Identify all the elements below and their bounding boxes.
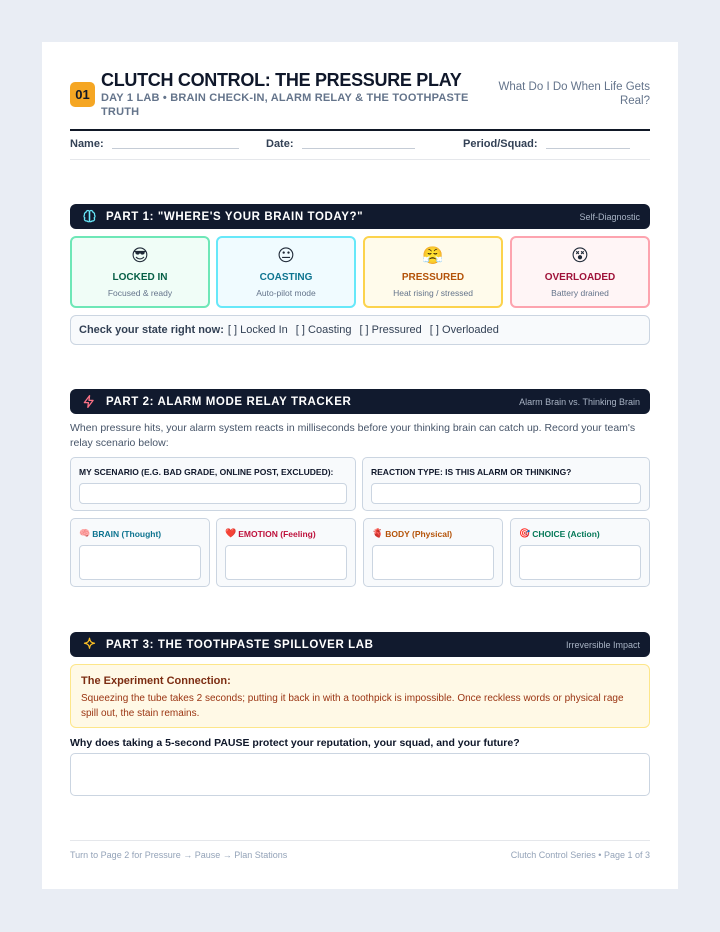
- lightning-icon: [81, 394, 97, 410]
- experiment-connection-callout: [70, 664, 650, 728]
- page-subtitle: DAY 1 LAB • BRAIN CHECK-IN, ALARM RELAY & THE TOOTHPASTE TRUTH: [101, 92, 469, 118]
- reflection-question: Why does taking a 5-second PAUSE protect your reputation, your squad, and your future?: [70, 737, 520, 749]
- mood-description: Focused & ready: [107, 288, 173, 298]
- body-input[interactable]: [372, 545, 494, 580]
- part3-header: [70, 632, 650, 657]
- page-title: CLUTCH CONTROL: THE PRESSURE PLAY: [101, 70, 462, 90]
- mood-name: OVERLOADED: [544, 272, 616, 283]
- emotion-label: EMOTION (Feeling): [238, 528, 316, 539]
- part3-title: PART 3: THE TOOTHPASTE SPILLOVER LAB: [106, 638, 374, 651]
- anatomical-heart-icon: 🫀: [372, 528, 384, 538]
- checkbox-overloaded[interactable]: [ ] Overloaded: [429, 324, 499, 336]
- choice-label: CHOICE (Action): [532, 528, 600, 539]
- mood-name: LOCKED IN: [112, 272, 168, 283]
- body-label: BODY (Physical): [385, 528, 453, 539]
- mood-card-overloaded[interactable]: [510, 236, 650, 308]
- part1-tag: Self-Diagnostic: [579, 211, 640, 222]
- part2-instructions: When pressure hits, your alarm system reacts in milliseconds before your thinking brain can catch up. Record your team's relay scenario below:: [70, 422, 636, 449]
- name-field[interactable]: [70, 138, 239, 150]
- student-info-row: [70, 138, 650, 158]
- footer-divider: [70, 840, 650, 841]
- steam-face-icon: 😤: [422, 246, 444, 265]
- lesson-number-badge: 01: [70, 82, 95, 107]
- checkbox-coasting[interactable]: [ ] Coasting: [295, 324, 352, 336]
- target-icon: 🎯: [519, 528, 531, 538]
- checkbox-locked-in[interactable]: [ ] Locked In: [227, 324, 288, 336]
- period-label: Period/Squad:: [463, 138, 538, 150]
- date-label: Date:: [266, 138, 294, 150]
- scenario-input[interactable]: [79, 483, 347, 504]
- callout-title: The Experiment Connection:: [81, 675, 231, 687]
- part2-tag: Alarm Brain vs. Thinking Brain: [519, 396, 640, 407]
- date-line[interactable]: [302, 148, 415, 149]
- mood-description: Heat rising / stressed: [393, 288, 473, 298]
- footer-next-page: Turn to Page 2 for Pressure → Pause → Plan Stations: [70, 850, 288, 860]
- choice-box-header: [519, 528, 600, 539]
- period-field[interactable]: [463, 138, 630, 150]
- mood-card-pressured[interactable]: [363, 236, 503, 308]
- brain-outline-icon: [81, 209, 97, 225]
- mood-card-locked-in[interactable]: [70, 236, 210, 308]
- part2-header: [70, 389, 650, 414]
- tagline: What Do I Do When Life Gets Real?: [498, 81, 650, 107]
- scenario-label: MY SCENARIO (E.G. BAD GRADE, ONLINE POST, EXCLUDED):: [79, 467, 334, 477]
- checkbox-pressured[interactable]: [ ] Pressured: [359, 324, 422, 336]
- neutral-face-icon: 😐: [277, 246, 295, 265]
- reaction-type-box: [362, 457, 650, 511]
- sparkle-icon: [81, 637, 97, 653]
- mood-name: COASTING: [259, 272, 313, 283]
- body-box-header: [372, 528, 452, 539]
- reaction-type-input[interactable]: [371, 483, 641, 504]
- date-field[interactable]: [266, 138, 415, 150]
- name-line[interactable]: [112, 148, 239, 149]
- worksheet-page: [42, 42, 678, 889]
- part1-header: [70, 204, 650, 229]
- choice-input[interactable]: [519, 545, 641, 580]
- reaction-type-label: REACTION TYPE: IS THIS ALARM OR THINKING?: [371, 467, 572, 477]
- dizzy-face-icon: 😵: [571, 246, 589, 265]
- mood-name: PRESSURED: [401, 272, 465, 283]
- emotion-box: [216, 518, 356, 587]
- mood-description: Auto-pilot mode: [256, 288, 316, 298]
- brain-box: [70, 518, 210, 587]
- state-checklist: [70, 315, 650, 345]
- brain-input[interactable]: [79, 545, 201, 580]
- info-divider: [70, 159, 650, 160]
- emotion-input[interactable]: [225, 545, 347, 580]
- name-label: Name:: [70, 138, 104, 150]
- scenario-box: [70, 457, 356, 511]
- mood-card-coasting[interactable]: [216, 236, 356, 308]
- body-box: [363, 518, 503, 587]
- brain-icon: 🧠: [79, 528, 91, 538]
- callout-body: Squeezing the tube takes 2 seconds; putting it back in with a toothpick is impossible. Once reckless words or physical rage spill out, the stain remains.: [81, 693, 624, 719]
- choice-box: [510, 518, 650, 587]
- part3-tag: Irreversible Impact: [565, 639, 640, 650]
- part2-title: PART 2: ALARM MODE RELAY TRACKER: [106, 395, 352, 408]
- brain-label: BRAIN (Thought): [92, 528, 162, 539]
- cool-face-icon: 😎: [131, 246, 149, 265]
- part1-title: PART 1: "WHERE'S YOUR BRAIN TODAY?": [106, 210, 364, 223]
- reflection-answer-box[interactable]: [70, 753, 650, 796]
- brain-box-header: [79, 528, 161, 539]
- mood-description: Battery drained: [551, 288, 609, 298]
- header-divider: [70, 129, 650, 131]
- period-line[interactable]: [546, 148, 630, 149]
- checklist-prompt: Check your state right now:: [79, 324, 224, 336]
- heart-icon: ❤️: [225, 528, 237, 538]
- footer-page-number: Clutch Control Series • Page 1 of 3: [510, 850, 650, 860]
- emotion-box-header: [225, 528, 316, 539]
